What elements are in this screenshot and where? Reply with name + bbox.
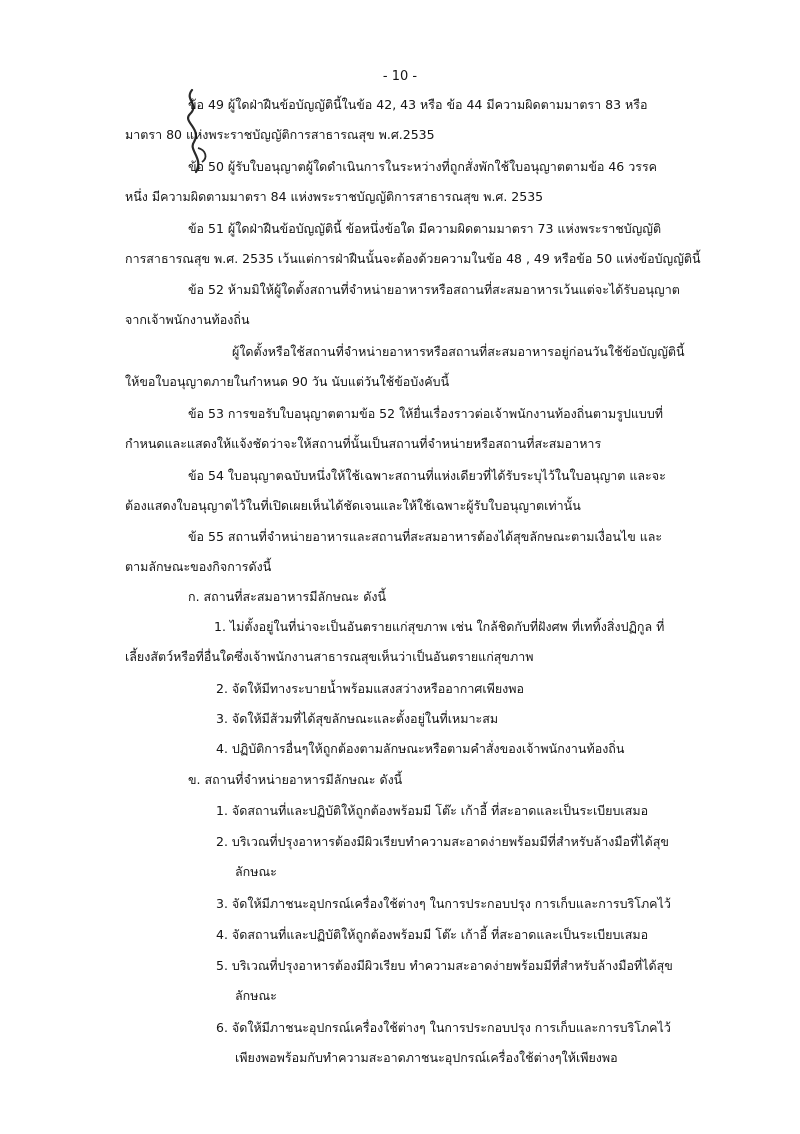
- clause-50-line-1: ข้อ 50 ผู้รับใบอนุญาตผู้ใดดำเนินการในระหว่างที่ถูกสั่งพักใช้ใบอนุญาตตามข้อ 46 วรรค: [188, 159, 658, 174]
- section-kho-item-3: 3. จัดให้มีภาชนะอุปกรณ์เครื่องใช้ต่างๆ ในการประกอบปรุง การเก็บและการบริโภคไว้: [216, 896, 671, 911]
- clause-52-line-2: จากเจ้าพนักงานท้องถิ่น: [125, 312, 250, 327]
- section-kho-item-5-line-1: 5. บริเวณที่ปรุงอาหารต้องมีผิวเรียบ ทำความสะอาดง่ายพร้อมมีที่สำหรับล้างมือที่ได้สุข: [216, 958, 673, 973]
- clause-54-line-2: ต้องแสดงใบอนุญาตไว้ในที่เปิดเผยเห็นได้ชัดเจนและให้ใช้เฉพาะผู้รับใบอนุญาตเท่านั้น: [125, 498, 581, 513]
- section-kho-item-6-line-1: 6. จัดให้มีภาชนะอุปกรณ์เครื่องใช้ต่างๆ ในการประกอบปรุง การเก็บและการบริโภคไว้: [216, 1020, 671, 1035]
- section-ko-heading: ก. สถานที่สะสมอาหารมีลักษณะ ดังนี้: [188, 589, 386, 604]
- clause-50-line-2: หนึ่ง มีความผิดตามมาตรา 84 แห่งพระราชบัญญัติการสาธารณสุข พ.ศ. 2535: [125, 189, 544, 204]
- clause-53-line-1: ข้อ 53 การขอรับใบอนุญาตตามข้อ 52 ให้ยื่นเรื่องราวต่อเจ้าพนักงานท้องถิ่นตามรูปแบบที่: [188, 406, 664, 421]
- section-kho-item-6-line-2: เพียงพอพร้อมกับทำความสะอาดภาชนะอุปกรณ์เครื่องใช้ต่างๆให้เพียงพอ: [235, 1050, 618, 1065]
- section-ko-item-3: 3. จัดให้มีส้วมที่ได้สุขลักษณะและตั้งอยู่ในที่เหมาะสม: [216, 711, 499, 726]
- clause-52-line-4: ให้ขอใบอนุญาตภายในกำหนด 90 วัน นับแต่วันใช้ข้อบังคับนี้: [125, 374, 450, 389]
- clause-49-line-1: ข้อ 49 ผู้ใดฝ่าฝืนข้อบัญญัตินี้ในข้อ 42, 43 หรือ ข้อ 44 มีความผิดตามมาตรา 83 หรือ: [188, 97, 648, 112]
- clause-55-line-2: ตามลักษณะของกิจการดังนี้: [125, 559, 272, 574]
- section-kho-item-4: 4. จัดสถานที่และปฏิบัติให้ถูกต้องพร้อมมี โต๊ะ เก้าอี้ ที่สะอาดและเป็นระเบียบเสมอ: [216, 927, 649, 942]
- section-kho-heading: ข. สถานที่จำหน่ายอาหารมีลักษณะ ดังนี้: [188, 772, 403, 787]
- page-number: - 10 -: [382, 69, 418, 84]
- section-ko-item-1-line-2: เลี้ยงสัตว์หรือที่อื่นใดซึ่งเจ้าพนักงานสาธารณสุขเห็นว่าเป็นอันตรายแก่สุขภาพ: [125, 649, 534, 664]
- clause-54-line-1: ข้อ 54 ใบอนุญาตฉบับหนึ่งให้ใช้เฉพาะสถานที่แห่งเดียวที่ได้รับระบุไว้ในใบอนุญาต และจะ: [188, 468, 666, 483]
- clause-52-line-3: ผู้ใดตั้งหรือใช้สถานที่จำหน่ายอาหารหรือสถานที่สะสมอาหารอยู่ก่อนวันใช้ข้อบัญญัตินี้: [232, 344, 685, 359]
- clause-49-line-2: มาตรา 80 แห่งพระราชบัญญัติการสาธารณสุข พ.ศ.2535: [125, 127, 435, 142]
- section-kho-item-2-line-2: ลักษณะ: [235, 864, 277, 879]
- clause-52-line-1: ข้อ 52 ห้ามมิให้ผู้ใดตั้งสถานที่จำหน่ายอาหารหรือสถานที่สะสมอาหารเว้นแต่จะได้รับอนุญาต: [188, 282, 680, 297]
- clause-55-line-1: ข้อ 55 สถานที่จำหน่ายอาหารและสถานที่สะสมอาหารต้องได้สุขลักษณะตามเงื่อนไข และ: [188, 529, 663, 544]
- section-ko-item-4: 4. ปฏิบัติการอื่นๆให้ถูกต้องตามลักษณะหรือตามคำสั่งของเจ้าพนักงานท้องถิ่น: [216, 741, 625, 756]
- section-kho-item-5-line-2: ลักษณะ: [235, 988, 277, 1003]
- section-ko-item-2: 2. จัดให้มีทางระบายน้ำพร้อมแสงสว่างหรืออากาศเพียงพอ: [216, 681, 525, 696]
- section-kho-item-2-line-1: 2. บริเวณที่ปรุงอาหารต้องมีผิวเรียบทำความสะอาดง่ายพร้อมมีที่สำหรับล้างมือที่ได้สุข: [216, 834, 669, 849]
- clause-51-line-2: การสาธารณสุข พ.ศ. 2535 เว้นแต่การฝ่าฝืนนั้นจะต้องด้วยความในข้อ 48 , 49 หรือข้อ 50 แห่งข้อบัญญัตินี้: [125, 251, 701, 266]
- section-kho-item-1: 1. จัดสถานที่และปฏิบัติให้ถูกต้องพร้อมมี โต๊ะ เก้าอี้ ที่สะอาดและเป็นระเบียบเสมอ: [216, 803, 649, 818]
- clause-53-line-2: กำหนดและแสดงให้แจ้งชัดว่าจะให้สถานที่นั้นเป็นสถานที่จำหน่ายหรือสถานที่สะสมอาหาร: [125, 436, 602, 451]
- section-ko-item-1-line-1: 1. ไม่ตั้งอยู่ในที่น่าจะเป็นอันตรายแก่สุขภาพ เช่น ใกล้ชิดกับที่ฝังศพ ที่เททิ้งสิ่งปฏิกูล ที่: [214, 619, 665, 634]
- clause-51-line-1: ข้อ 51 ผู้ใดฝ่าฝืนข้อบัญญัตินี้ ข้อหนึ่งข้อใด มีความผิดตามมาตรา 73 แห่งพระราชบัญญัติ: [188, 221, 662, 236]
